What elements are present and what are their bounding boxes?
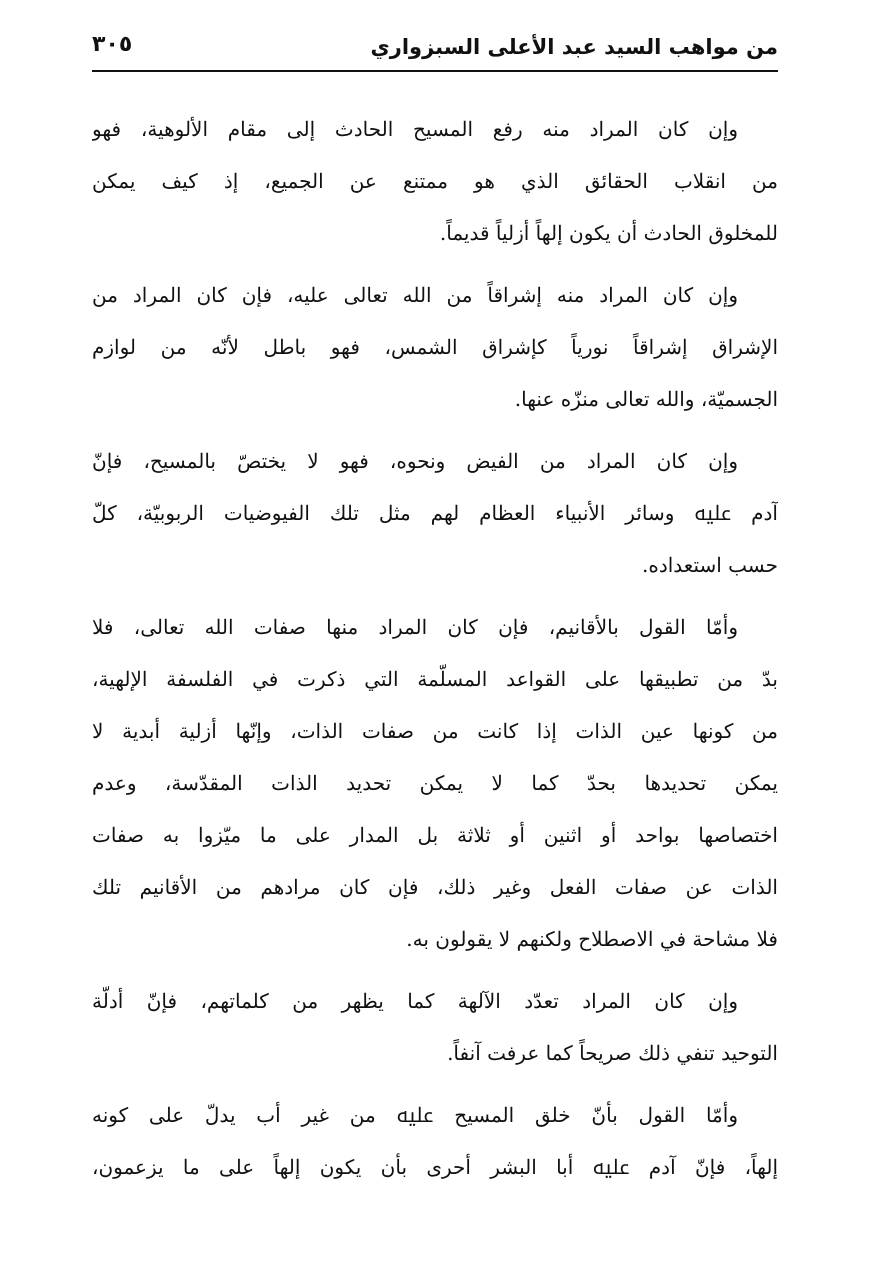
text-line: من كونها عين الذات إذا كانت من صفات الذات، وإنّها أزلية أبدية لا xyxy=(92,719,778,743)
text-line: آدم ﷷ وسائر الأنبياء العظام لهم مثل تلك الفيوضيات الربوبيّة، كلّ xyxy=(92,501,778,525)
body-text xyxy=(92,103,778,1203)
text-line: وإن كان المراد من الفيض ونحوه، فهو لا يختصّ بالمسيح، فإنّ xyxy=(92,449,738,473)
text-line: وإن كان المراد منه إشراقاً من الله تعالى عليه، فإن كان المراد من xyxy=(92,283,738,307)
paragraph xyxy=(92,435,778,591)
running-title: من مواهب السيد عبد الأعلى السبزواري xyxy=(370,35,778,59)
text-line: يمكن تحديدها بحدّ كما لا يمكن تحديد الذات المقدّسة، وعدم xyxy=(92,771,778,795)
header-rule xyxy=(92,70,778,72)
page-number: ٣٠٥ xyxy=(92,32,133,57)
text-line: وأمّا القول بأنّ خلق المسيح ﷷ من غير أب يدلّ على كونه xyxy=(92,1103,738,1127)
text-line: وإن كان المراد تعدّد الآلهة كما يظهر من كلماتهم، فإنّ أدلّة xyxy=(92,989,738,1013)
text-line: فلا مشاحة في الاصطلاح ولكنهم لا يقولون به. xyxy=(406,927,778,951)
text-line: الجسميّة، والله تعالى منزّه عنها. xyxy=(514,387,778,411)
paragraph xyxy=(92,103,778,259)
paragraph xyxy=(92,1089,778,1193)
paragraph xyxy=(92,601,778,965)
text-line: إلهاً، فإنّ آدم ﷷ أبا البشر أحرى بأن يكون إلهاً على ما يزعمون، xyxy=(92,1155,778,1179)
paragraph xyxy=(92,975,778,1079)
text-line: الإشراق إشراقاً نورياً كإشراق الشمس، فهو باطل لأنّه من لوازم xyxy=(92,335,778,359)
text-line: التوحيد تنفي ذلك صريحاً كما عرفت آنفاً. xyxy=(447,1041,778,1065)
page-header xyxy=(92,28,778,70)
text-line: وإن كان المراد منه رفع المسيح الحادث إلى مقام الألوهية، فهو xyxy=(92,117,738,141)
paragraph xyxy=(92,269,778,425)
text-line: بدّ من تطبيقها على القواعد المسلّمة التي ذكرت في الفلسفة الإلهية، xyxy=(92,667,778,691)
text-line: من انقلاب الحقائق الذي هو ممتنع عن الجميع، إذ كيف يمكن xyxy=(92,169,778,193)
text-line: الذات عن صفات الفعل وغير ذلك، فإن كان مرادهم من الأقانيم تلك xyxy=(92,875,778,899)
text-line: للمخلوق الحادث أن يكون إلهاً أزلياً قديماً. xyxy=(439,221,778,245)
text-line: حسب استعداده. xyxy=(642,553,778,577)
text-line: اختصاصها بواحد أو اثنين أو ثلاثة بل المدار على ما ميّزوا به صفات xyxy=(92,823,778,847)
text-line: وأمّا القول بالأقانيم، فإن كان المراد منها صفات الله تعالى، فلا xyxy=(92,615,738,639)
